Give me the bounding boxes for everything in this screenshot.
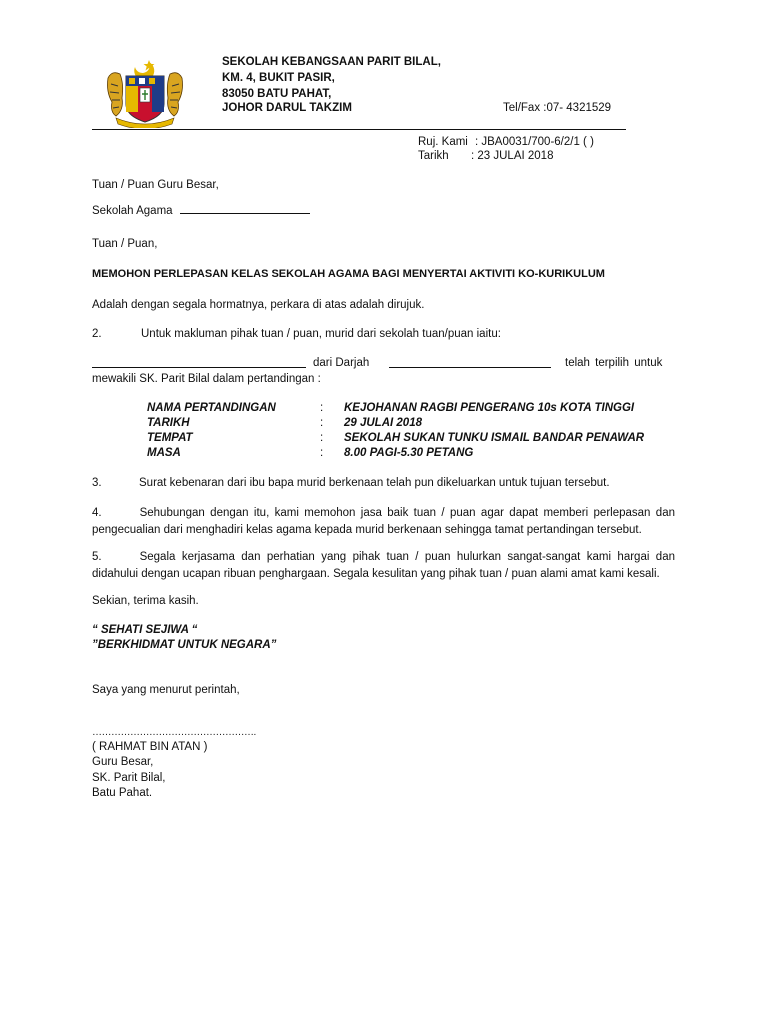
signatory-name: ( RAHMAT BIN ATAN ): [92, 741, 208, 753]
para-5: [92, 549, 675, 583]
detail-value: SEKOLAH SUKAN TUNKU ISMAIL BANDAR PENAWAR: [344, 432, 645, 444]
detail-value: 29 JULAI 2018: [344, 417, 422, 429]
recipient-school-label: Sekolah Agama: [92, 205, 173, 217]
malaysia-coat-of-arms-icon: [102, 58, 188, 128]
para-4-number: 4.: [92, 507, 102, 519]
para-2-line-2: mewakili SK. Parit Bilal dalam pertandingan :: [92, 373, 321, 385]
header-divider: [92, 129, 626, 130]
detail-label: TARIKH: [147, 417, 190, 429]
tarikh-label: Tarikh: [418, 150, 449, 162]
recipient-line-2: [92, 203, 310, 217]
student-name-blank: [92, 357, 306, 368]
school-name-blank: [180, 203, 310, 214]
signatory-school: SK. Parit Bilal,: [92, 772, 166, 784]
detail-label: TEMPAT: [147, 432, 193, 444]
detail-label: NAMA PERTANDINGAN: [147, 402, 276, 414]
detail-separator: :: [320, 402, 324, 414]
para-2-text: Untuk makluman pihak tuan / puan, murid dari sekolah tuan/puan iaitu:: [141, 328, 501, 340]
para-3-number: 3.: [92, 477, 102, 489]
closing: Sekian, terima kasih.: [92, 595, 199, 607]
para-4: [92, 505, 675, 539]
detail-value: 8.00 PAGI-5.30 PETANG: [344, 447, 474, 459]
address-line-2: 83050 BATU PAHAT,: [222, 88, 332, 100]
detail-separator: :: [320, 417, 324, 429]
ruj-label: Ruj. Kami: [418, 136, 468, 148]
signature-line: …………………………………………….: [92, 727, 256, 738]
para-2-number: 2.: [92, 328, 102, 340]
para-5-number: 5.: [92, 551, 102, 563]
signatory-town: Batu Pahat.: [92, 787, 153, 799]
signatory-title: Guru Besar,: [92, 756, 154, 768]
dari-darjah-label: dari Darjah: [313, 357, 370, 369]
sign-off: Saya yang menurut perintah,: [92, 684, 240, 696]
detail-label: MASA: [147, 447, 181, 459]
subject-heading: MEMOHON PERLEPASAN KELAS SEKOLAH AGAMA BAGI MENYERTAI AKTIVITI KO-KURIKULUM: [92, 268, 605, 280]
detail-value: KEJOHANAN RAGBI PENGERANG 10s KOTA TINGGI: [344, 402, 635, 414]
opening-line: Adalah dengan segala hormatnya, perkara di atas adalah dirujuk.: [92, 299, 425, 311]
ruj-value: : JBA0031/700-6/2/1 ( ): [475, 136, 594, 148]
address-line-1: KM. 4, BUKIT PASIR,: [222, 72, 335, 84]
para-3-text: Surat kebenaran dari ibu bapa murid berkenaan telah pun dikeluarkan untuk tujuan tersebut.: [139, 477, 610, 489]
school-name: SEKOLAH KEBANGSAAN PARIT BILAL,: [222, 56, 441, 68]
address-line-3: JOHOR DARUL TAKZIM: [222, 102, 352, 114]
telah-terpilih-label: telah terpilih untuk: [565, 357, 663, 369]
motto-line-2: ”BERKHIDMAT UNTUK NEGARA”: [92, 639, 277, 651]
salutation: Tuan / Puan,: [92, 238, 158, 250]
recipient-line-1: Tuan / Puan Guru Besar,: [92, 179, 219, 191]
para-4-text: Sehubungan dengan itu, kami memohon jasa baik tuan / puan agar dapat memberi perlepasan dan pengecualian dari menghadiri kelas agama kepada murid berkenaan sehingga tamat pertandingan tersebut.: [92, 507, 675, 536]
tarikh-value: : 23 JULAI 2018: [471, 150, 554, 162]
detail-separator: :: [320, 447, 324, 459]
darjah-blank: [389, 357, 551, 368]
motto-line-1: “ SEHATI SEJIWA “: [92, 624, 198, 636]
tel-fax: Tel/Fax :07- 4321529: [503, 102, 612, 114]
detail-separator: :: [320, 432, 324, 444]
para-5-text: Segala kerjasama dan perhatian yang pihak tuan / puan hulurkan sangat-sangat kami hargai dan didahului dengan ucapan ribuan penghargaan. Segala kesulitan yang pihak tuan / puan alami amat kami kesali.: [92, 551, 675, 580]
